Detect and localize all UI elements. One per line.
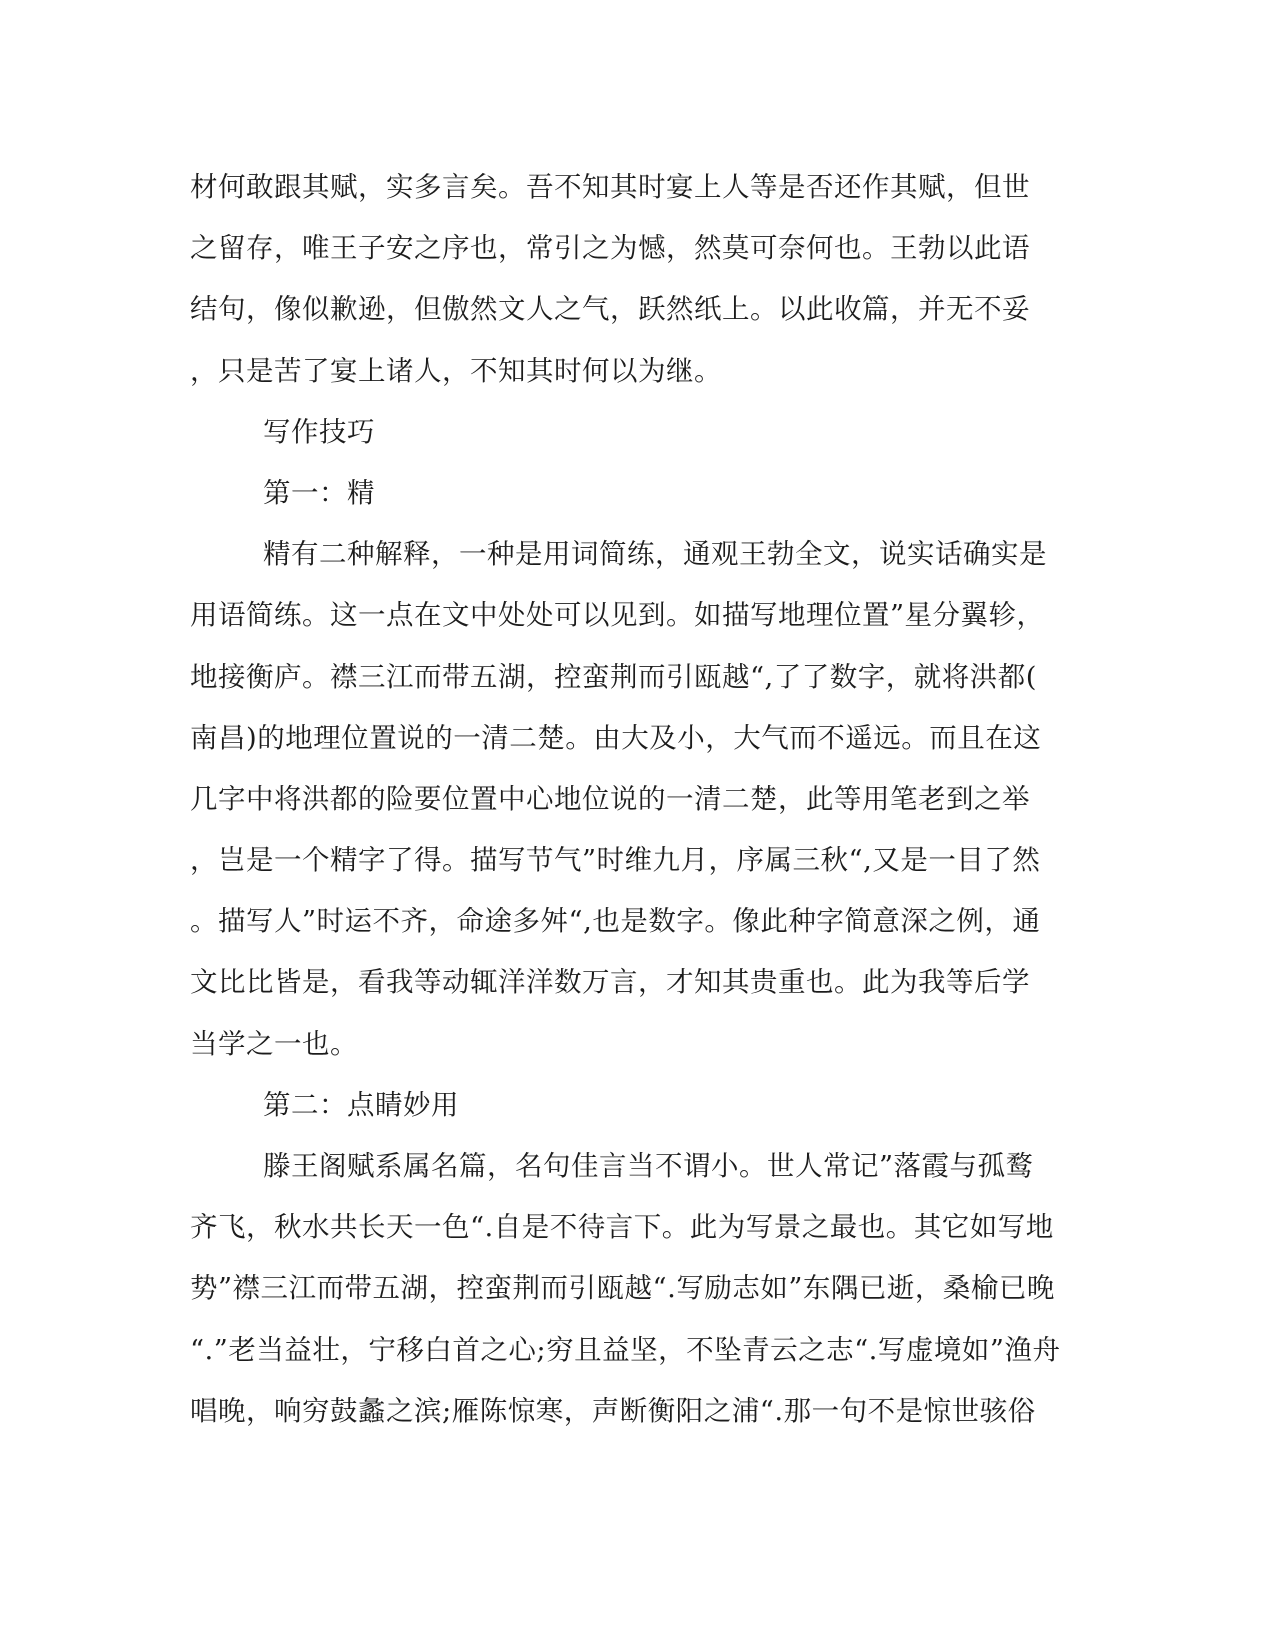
text-line: 滕王阁赋系属名篇，名句佳言当不谓小。世人常记”落霞与孤鹜 (263, 1150, 1034, 1182)
text-line: 南昌)的地理位置说的一清二楚。由大及小，大气而不遥远。而且在这 (190, 721, 1042, 754)
text-line: 几字中将洪都的险要位置中心地位说的一清二楚，此等用笔老到之举 (190, 782, 1030, 815)
text-line: 唱晚，响穷鼓蠡之滨;雁陈惊寒，声断衡阳之浦“.那一句不是惊世骇俗 (190, 1394, 1036, 1427)
document-body (190, 157, 1080, 1442)
text-line: 用语简练。这一点在文中处处可以见到。如描写地理位置”星分翼轸， (190, 599, 1045, 632)
text-line: 势”襟三江而带五湖，控蛮荆而引瓯越“.写励志如”东隅已逝，桑榆已晚 (190, 1272, 1055, 1305)
text-line: 文比比皆是，看我等动辄洋洋数万言，才知其贵重也。此为我等后学 (190, 966, 1030, 999)
text-line: 写作技巧 (263, 415, 375, 448)
text-line: 材何敢跟其赋，实多言矣。吾不知其时宴上人等是否还作其赋，但世 (190, 171, 1030, 203)
text-line: ，只是苦了宴上诸人，不知其时何以为继。 (190, 354, 722, 387)
text-line: 。描写人”时运不齐，命途多舛“,也是数字。像此种字简意深之例，通 (190, 905, 1041, 938)
text-line: 之留存，唯王子安之序也，常引之为憾，然莫可奈何也。王勃以此语 (190, 232, 1030, 265)
text-line: 当学之一也。 (190, 1027, 358, 1060)
text-line: 齐飞，秋水共长天一色“.自是不待言下。此为写景之最也。其它如写地 (190, 1211, 1054, 1244)
text-line: “.”老当益壮，宁移白首之心;穷且益坚，不坠青云之志“.写虚境如”渔舟 (190, 1333, 1061, 1366)
text-line: 第一：精 (263, 476, 375, 509)
text-line: 精有二种解释，一种是用词简练，通观王勃全文，说实话确实是 (263, 538, 1047, 571)
text-line: 地接衡庐。襟三江而带五湖，控蛮荆而引瓯越“,了了数字，就将洪都( (190, 660, 1038, 693)
text-line: 第二：点睛妙用 (263, 1088, 459, 1121)
text-line: 结句，像似歉逊，但傲然文人之气，跃然纸上。以此收篇，并无不妥 (190, 293, 1030, 326)
text-line: ，岂是一个精字了得。描写节气”时维九月，序属三秋“,又是一目了然 (190, 844, 1041, 877)
